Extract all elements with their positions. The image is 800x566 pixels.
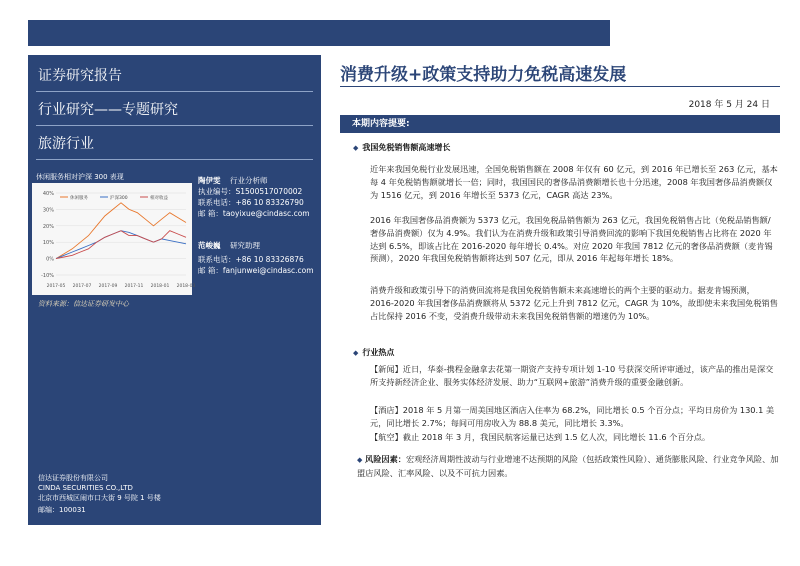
hot-item-aviation: 【航空】截止 2018 年 3 月，我国民航客运量已达到 1.5 亿人次，同比增长 11.6 个百分点。 — [370, 432, 711, 442]
company-name-en: CINDA SECURITIES CO.,LTD — [38, 484, 133, 492]
x-tick-label: 2017-09 — [98, 284, 118, 289]
industry-name: 旅游行业 — [38, 136, 94, 152]
x-tick-label: 2017-11 — [124, 284, 144, 289]
paragraph-1: 近年来我国免税行业发展迅速，全国免税销售额在 2008 年仅有 60 亿元，到 2016 年已增长至 263 亿元，基本每 4 年免税销售额就增长一倍；同时，我国国民的奢侈品消费额增长也十分迅速，2008 年我国奢侈品消费额仅为 1516 亿元，到 2016 年增长至 5373 亿元，CAGR 高达 23%。 — [370, 164, 778, 200]
diamond-icon: ◆ — [357, 456, 363, 464]
chart-svg — [32, 183, 196, 295]
title-rule — [340, 86, 780, 87]
divider — [36, 125, 313, 126]
legend-label: 相对收益 — [150, 196, 168, 201]
subheading-sales-growth: ◆ 我国免税销售额高速增长 — [353, 142, 450, 153]
analyst-1-email[interactable]: 邮 箱：taoyixue@cindasc.com — [198, 209, 310, 218]
risk-factors — [357, 453, 779, 480]
y-tick-label: -10% — [41, 273, 54, 279]
chart-source: 资料来源：信达证券研发中心 — [38, 300, 129, 308]
company-address: 北京市西城区闹市口大街 9 号院 1 号楼 — [38, 494, 161, 502]
legend-label: 沪深300 — [110, 196, 128, 201]
sidebar — [28, 55, 321, 525]
analyst-2-title: 研究助理 — [230, 241, 261, 250]
analyst-1-name: 陶伊雯 — [198, 176, 221, 185]
company-info — [38, 473, 161, 515]
section-header — [340, 115, 780, 133]
analyst-1-id: 执业编号：S1500517070002 — [198, 187, 303, 196]
y-tick-label: 40% — [42, 191, 54, 197]
paragraph-3: 消费升级和政策引导下的消费回流将是我国免税销售额未来高速增长的两个主要的驱动力。据麦肯锡预测，2016-2020 年我国奢侈品消费额将从 5372 亿元上升到 7812 亿元，CAGR 为 10%，故即使未来我国免税销售占比保持 2016 不变，受消费升级带动未来我国免税销售额的增速仍为 10%。 — [370, 285, 778, 321]
legend-label: 休闲服务 — [70, 196, 88, 201]
y-tick-label: 0% — [46, 256, 54, 263]
company-postcode: 邮编：100031 — [38, 506, 86, 514]
y-tick-label: 30% — [42, 207, 54, 214]
paragraph-2: 2016 年我国奢侈品消费额为 5373 亿元，我国免税品销售额为 263 亿元，我国免税销售占比（免税品销售额/奢侈品消费额）仅为 4.9%。我们认为在消费升级和政策引导消费回流的影响下我国免税销售占比将在 2020 年达到 6.5%，即该占比在 2016-2020 每年增长 0.4%。对应 2020 年我国 7812 亿元的奢侈品消费额（麦肯锡预测），2020 年我国免税销售额将达到 507 亿元，即从 2016 年起每年增长 18%。 — [370, 215, 773, 264]
divider — [36, 91, 313, 92]
x-tick-label: 2017-07 — [72, 284, 92, 289]
top-banner-gap — [610, 20, 780, 46]
y-tick-label: 10% — [42, 240, 54, 247]
hot-item-news: 【新闻】近日，华泰-携程金融拿去花第一期资产支持专项计划 1-10 号获深交所评审通过，该产品的推出是深交所支持新经济企业、服务实体经济发展、助力“互联网+旅游”消费升级的重要金融创新。 — [370, 364, 774, 387]
risk-label: 风险因素： — [365, 454, 406, 464]
analyst-2-phone: 联系电话：+86 10 83326876 — [198, 255, 304, 264]
report-type: 证券研究报告 — [38, 68, 122, 84]
section-title: 本期内容提要: — [352, 119, 410, 129]
chart-title: 休闲服务相对沪深 300 表现 — [36, 173, 124, 181]
divider — [36, 159, 313, 160]
analyst-1 — [198, 175, 310, 219]
performance-chart — [32, 183, 196, 295]
analyst-1-phone: 联系电话：+86 10 83326790 — [198, 198, 304, 207]
risk-text: 宏观经济周期性波动与行业增速不达预期的风险（包括政策性风险）、通货膨胀风险、行业竞争风险、加盟店风险、汇率风险、以及不可抗力因素。 — [357, 454, 779, 478]
company-name-cn: 信达证券股份有限公司 — [38, 474, 108, 482]
x-tick-label: 2018-03 — [176, 284, 196, 289]
report-date: 2018 年 5 月 24 日 — [688, 100, 770, 110]
x-tick-label: 2018-01 — [150, 284, 170, 289]
page-title: 消费升级+政策支持助力免税高速发展 — [340, 65, 627, 85]
y-tick-label: 20% — [42, 223, 54, 230]
series-line-相对收益 — [56, 231, 186, 259]
report-category: 行业研究——专题研究 — [38, 102, 178, 118]
subheading-hot-topics: ◆ 行业热点 — [353, 347, 394, 358]
analyst-2-email[interactable]: 邮 箱：fanjunwei@cindasc.com — [198, 266, 314, 275]
analyst-1-title: 行业分析师 — [230, 176, 268, 185]
hot-item-hotel: 【酒店】2018 年 5 月第一周美国地区酒店入住率为 68.2%，同比增长 0.5 个百分点；平均日房价为 130.1 美元，同比增长 2.7%；每间可用房收入为 88.8 美元，同比增长 3.3%。 — [370, 405, 775, 428]
x-tick-label: 2017-05 — [46, 284, 66, 289]
analyst-2 — [198, 240, 314, 276]
analyst-2-name: 范峻巍 — [198, 241, 221, 250]
